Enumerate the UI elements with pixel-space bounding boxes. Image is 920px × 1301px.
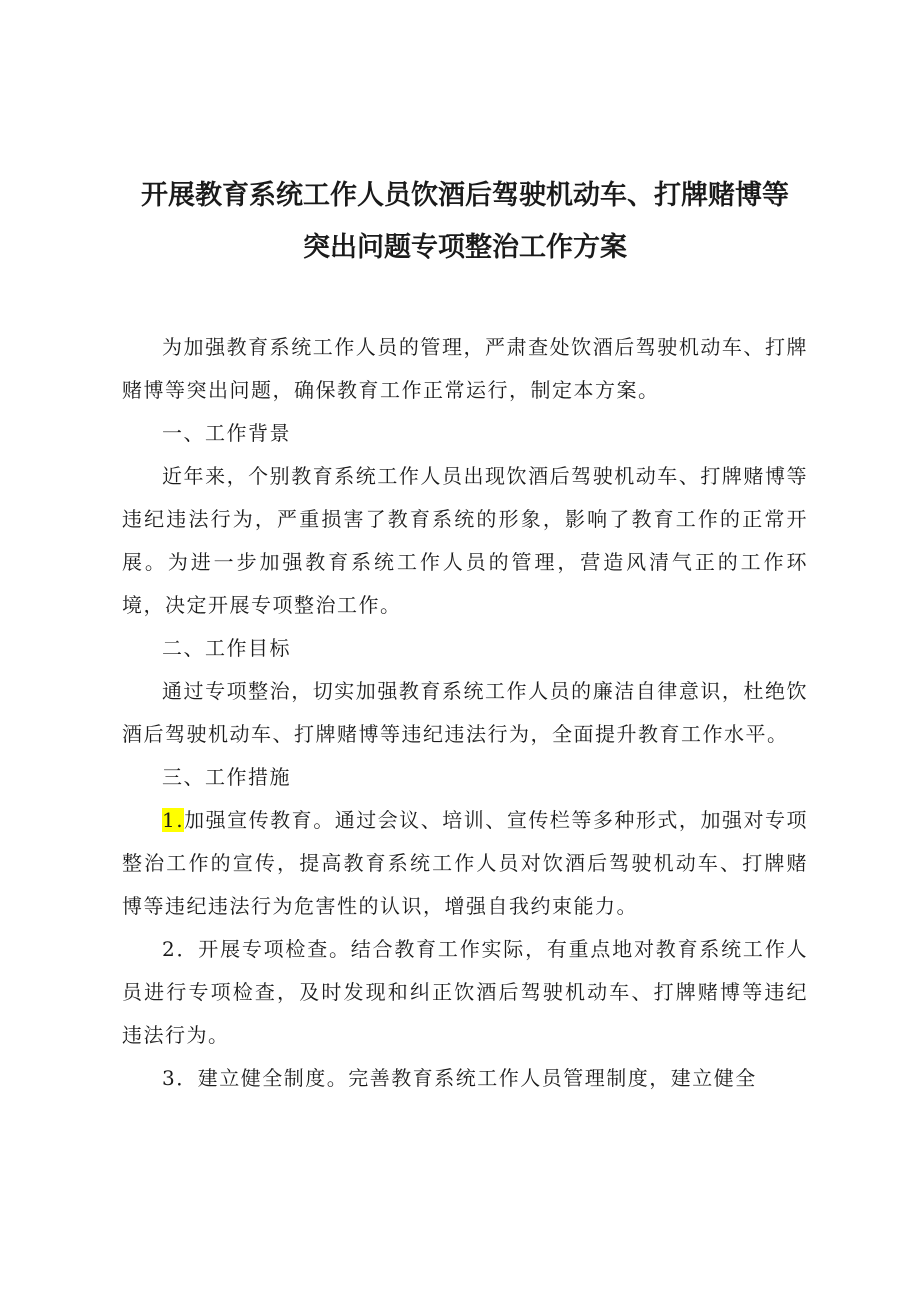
measure-item-3: 3．建立健全制度。完善教育系统工作人员管理制度，建立健全: [162, 1066, 757, 1090]
section-1-body: 近年来，个别教育系统工作人员出现饮酒后驾驶机动车、打牌赌博等违纪违法行为，严重损害了教育系统的形象，影响了教育工作的正常开展。为进一步加强教育系统工作人员的管理，营造风清气正的工作环境，决定开展专项整治工作。: [122, 464, 808, 617]
section-2-body: 通过专项整治，切实加强教育系统工作人员的廉洁自律意识，杜绝饮酒后驾驶机动车、打牌赌博等违纪违法行为，全面提升教育工作水平。: [122, 679, 808, 746]
section-3-heading: 三、工作措施: [162, 765, 291, 789]
measure-item-2: 2．开展专项检查。结合教育工作实际，有重点地对教育系统工作人员进行专项检查，及时发现和纠正饮酒后驾驶机动车、打牌赌博等违纪违法行为。: [122, 937, 808, 1047]
highlighted-item-number: 1.: [162, 808, 185, 832]
title-line-2: 突出问题专项整治工作方案: [303, 232, 627, 263]
intro-paragraph: 为加强教育系统工作人员的管理，严肃查处饮酒后驾驶机动车、打牌赌博等突出问题，确保教育工作正常运行，制定本方案。: [122, 335, 808, 402]
title-line-1: 开展教育系统工作人员饮酒后驾驶机动车、打牌赌博等: [141, 180, 789, 211]
measure-item-1: [122, 799, 808, 928]
section-1-heading: 一、工作背景: [162, 421, 291, 445]
measure-item-1-text: 加强宣传教育。通过会议、培训、宣传栏等多种形式，加强对专项整治工作的宣传，提高教育系统工作人员对饮酒后驾驶机动车、打牌赌博等违纪违法行为危害性的认识，增强自我约束能力。: [122, 808, 808, 918]
section-2-heading: 二、工作目标: [162, 636, 291, 660]
document-title: [122, 170, 808, 274]
